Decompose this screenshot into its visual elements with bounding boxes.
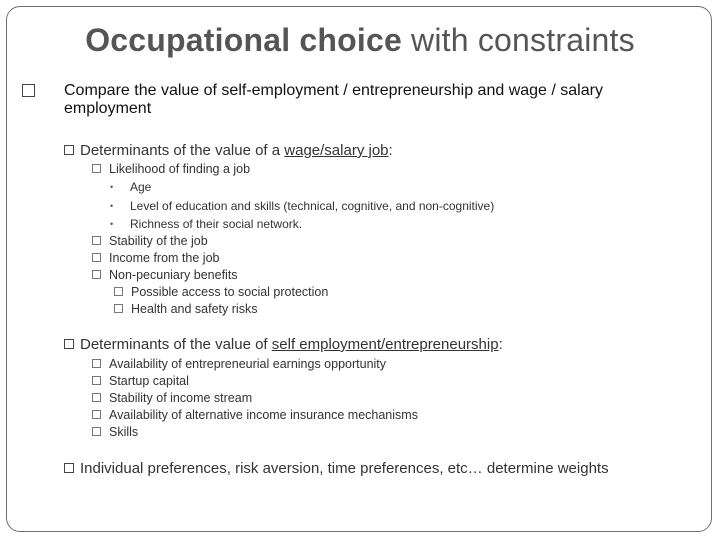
self-item-label: Startup capital bbox=[109, 374, 189, 388]
nonpecuniary-item bbox=[114, 284, 328, 300]
checkbox-bullet-icon bbox=[92, 410, 101, 419]
wage-suffix: : bbox=[388, 142, 393, 159]
likelihood-item: Level of education and skills (technical, cognitive, and non-cognitive) bbox=[130, 199, 495, 213]
preferences-point bbox=[64, 460, 609, 478]
self-item bbox=[92, 424, 138, 440]
checkbox-bullet-icon bbox=[64, 339, 74, 349]
checkbox-bullet-icon bbox=[92, 376, 101, 385]
checkbox-bullet-icon bbox=[114, 287, 123, 296]
checkbox-bullet-icon bbox=[92, 164, 101, 173]
title-bold: Occupational choice bbox=[85, 22, 402, 58]
wage-nonpecuniary-label: Non-pecuniary benefits bbox=[109, 268, 238, 282]
likelihood-item: Age bbox=[130, 180, 152, 194]
checkbox-bullet-icon bbox=[22, 84, 35, 97]
title-rest: with constraints bbox=[401, 22, 635, 58]
checkbox-bullet-icon bbox=[92, 359, 101, 368]
self-item bbox=[92, 373, 189, 389]
self-item-label: Stability of income stream bbox=[109, 391, 253, 405]
self-prefix: Determinants of the value of bbox=[80, 336, 272, 353]
checkbox-bullet-icon bbox=[64, 463, 74, 473]
self-item-label: Availability of entrepreneurial earnings opportunity bbox=[109, 357, 387, 371]
wage-likelihood-label: Likelihood of finding a job bbox=[109, 162, 251, 176]
likelihood-item: Richness of their social network. bbox=[130, 217, 303, 231]
wage-heading bbox=[64, 142, 393, 160]
self-item bbox=[92, 390, 252, 406]
self-item bbox=[92, 407, 418, 423]
preferences-label: Individual preferences, risk aversion, time preferences, etc… determine weights bbox=[80, 460, 609, 477]
wage-stability bbox=[92, 233, 208, 249]
checkbox-bullet-icon bbox=[92, 393, 101, 402]
dot-bullet-icon: • bbox=[110, 219, 114, 229]
dot-bullet-icon: • bbox=[110, 201, 114, 211]
checkbox-bullet-icon bbox=[92, 253, 101, 262]
wage-likelihood bbox=[92, 161, 250, 177]
self-heading bbox=[64, 336, 503, 354]
checkbox-bullet-icon bbox=[114, 304, 123, 313]
wage-nonpecuniary bbox=[92, 267, 238, 283]
checkbox-bullet-icon bbox=[64, 145, 74, 155]
main-point bbox=[22, 82, 702, 118]
self-item-label: Skills bbox=[109, 425, 139, 439]
self-item bbox=[92, 356, 386, 372]
self-item-label: Availability of alternative income insurance mechanisms bbox=[109, 408, 418, 422]
checkbox-bullet-icon bbox=[92, 427, 101, 436]
slide-title bbox=[0, 22, 720, 59]
nonpecuniary-item-label: Health and safety risks bbox=[131, 302, 258, 316]
self-underlined: self employment/entrepreneurship bbox=[271, 336, 499, 353]
nonpecuniary-item bbox=[114, 301, 257, 317]
wage-stability-label: Stability of the job bbox=[109, 234, 208, 248]
main-point-line1: Compare the value of self-employment / entrepreneurship and wage / salary bbox=[64, 82, 603, 99]
wage-income bbox=[92, 250, 219, 266]
wage-prefix: Determinants of the value of a bbox=[80, 142, 285, 159]
self-suffix: : bbox=[498, 336, 503, 353]
wage-underlined: wage/salary job bbox=[284, 142, 389, 159]
checkbox-bullet-icon bbox=[92, 270, 101, 279]
nonpecuniary-item-label: Possible access to social protection bbox=[131, 285, 329, 299]
checkbox-bullet-icon bbox=[92, 236, 101, 245]
wage-income-label: Income from the job bbox=[109, 251, 220, 265]
dot-bullet-icon: • bbox=[110, 182, 114, 192]
main-point-line2: employment bbox=[64, 100, 152, 117]
